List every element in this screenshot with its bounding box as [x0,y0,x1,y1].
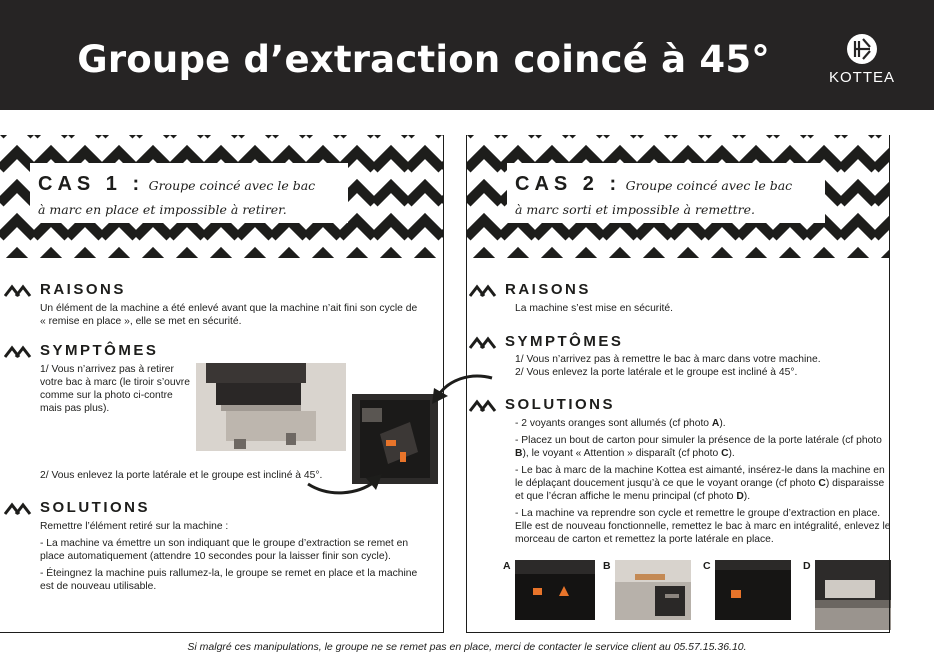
chevron-icon [4,344,34,358]
case2-solutions-title: SOLUTIONS [505,396,616,413]
case1-symptom2: 2/ Vous enlevez la porte latérale et le groupe est incliné à 45°. [40,470,323,481]
chevron-icon [469,283,499,297]
case1-reasons-text: Un élément de la machine a été enlevé avant que la machine n’ait fini son cycle de « remise en place », elle se met en sécurité. [40,303,418,327]
brand-logo [822,33,902,86]
case1-subtitle-line1: Groupe coincé avec le bac [148,178,316,193]
photo-b [615,560,691,620]
case1-symptoms-title: SYMPTÔMES [40,342,159,359]
photo-label-c: C [703,560,711,572]
case2-symptoms-heading [469,333,623,350]
case1-symptom1: 1/ Vous n’arrivez pas à retirer votre bac à marc (le tiroir s’ouvre comme sur la photo ci-contre mais pas plus). [40,364,190,414]
case2-symptoms-text [515,353,885,379]
case1-solution2: - Éteingnez la machine puis rallumez-la, le groupe se remet en place et la machine est de nouveau utilisable. [40,568,418,592]
case1-subtitle-line2: à marc en place et impossible à retirer. [38,202,287,217]
case2-subtitle-line1: Groupe coincé avec le bac [625,178,793,193]
case1-solutions-text [40,520,424,597]
case1-reasons-title: RAISONS [40,281,126,298]
arrow-head-top [432,388,448,404]
header-bar [0,0,934,110]
case1-chevron-banner [0,135,443,258]
chevron-icon [4,501,34,515]
case2-title-box [507,163,825,223]
case2-symptom2: 2/ Vous enlevez la porte latérale et le groupe est incliné à 45°. [515,367,798,378]
photo-label-d: D [803,560,811,572]
case1-title-box [30,163,348,223]
chevron-icon [4,283,34,297]
page-title: Groupe d’extraction coincé à 45° [77,38,770,81]
case2-symptoms-title: SYMPTÔMES [505,333,624,350]
case2-chevron-banner [467,135,890,258]
photo-d [815,560,891,630]
case1-solution1: - La machine va émettre un son indiquant que le groupe d’extraction se remet en place automatiquement (attendre 10 secondes pour la laisser finir son cycle). [40,538,409,562]
arrow-curve-bottom [308,482,374,493]
kottea-logo-icon [846,33,878,65]
chevron-icon [469,335,499,349]
logo-text: KOTTEA [828,69,895,86]
case2-symptom1: 1/ Vous n’arrivez pas à remettre le bac à marc dans votre machine. [515,354,821,365]
photo-a [515,560,595,620]
case1-solutions-intro: Remettre l’élément retiré sur la machine : [40,521,229,532]
case2-solutions-text [515,417,895,550]
case1-solutions-heading [4,499,150,516]
case1-symptoms-heading [4,342,158,359]
case2-panel [466,135,890,633]
photo-c [715,560,791,620]
case1-label: CAS 1 : [38,173,145,195]
case2-solution2: - Placez un bout de carton pour simuler la présence de la porte latérale (cf photo B), le voyant « Attention » disparaît (cf photo C). [515,435,882,459]
case1-solutions-title: SOLUTIONS [40,499,151,516]
case2-solution4: - La machine va reprendre son cycle et remettre le groupe d’extraction en place. Elle est de nouveau fonctionnelle, remettez le bac à marc en intégralité, enlevez le morceau de carton et remettez la porte latérale en place. [515,508,891,545]
case2-reasons-text: La machine s’est mise en sécurité. [515,303,673,314]
photo-label-b: B [603,560,611,572]
footer-contact-note: Si malgré ces manipulations, le groupe ne se remet pas en place, merci de contacter le service client au 05.57.15.36.10. [187,641,747,653]
photo-label-a: A [503,560,511,572]
case2-solution1: - 2 voyants oranges sont allumés (cf photo A). [515,418,726,429]
chevron-icon [469,398,499,412]
arrow-head-bottom [366,474,382,490]
case2-solutions-heading [469,396,615,413]
case2-label: CAS 2 : [515,173,622,195]
case2-reasons-heading [469,281,591,298]
case2-reasons-title: RAISONS [505,281,591,298]
case1-reasons-heading [4,281,126,298]
case2-subtitle-line2: à marc sorti et impossible à remettre. [515,202,756,217]
case2-solution3: - Le bac à marc de la machine Kottea est aimanté, insérez-le dans la machine en le déplaçant doucement jusqu’à ce que le voyant orange (cf photo C) disparaisse et que l’écran affiche le menu principal (cf photo D). [515,465,885,502]
